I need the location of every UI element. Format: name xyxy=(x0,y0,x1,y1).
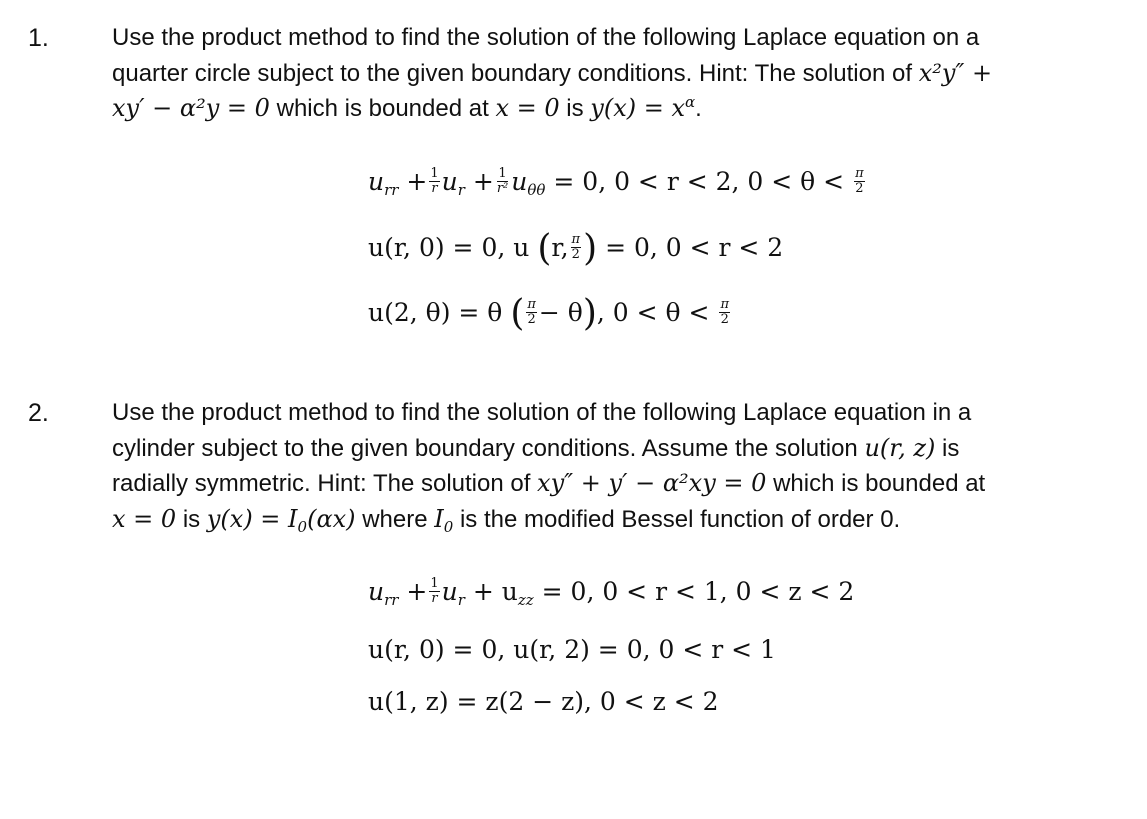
p2-is-2: is xyxy=(182,505,201,533)
p1-pde xyxy=(368,162,867,202)
p2-I0-base: I xyxy=(434,504,444,533)
p2-line-4 xyxy=(112,502,1112,538)
p1-bc2-pi: π xyxy=(527,297,536,312)
p1-pde-sub-thth: θθ xyxy=(527,181,546,199)
p1-hint-solution-exp: α xyxy=(685,93,696,111)
p1-line-2 xyxy=(112,56,1112,92)
problem-1-number: 1. xyxy=(28,24,49,52)
p2-line-3 xyxy=(112,466,1112,502)
p2-pde-rhs: = 0, 0 < r < 1, 0 < z < 2 xyxy=(541,577,855,606)
p2-pde-sub-r: r xyxy=(457,591,465,609)
p1-bc1-pi: π xyxy=(571,232,581,247)
p2-bound: x = 0 xyxy=(112,504,177,533)
p1-bc1-frac xyxy=(571,233,582,262)
p1-bc1-b: r, xyxy=(551,233,569,262)
p1-frac-1-den: r xyxy=(431,181,438,196)
p2-bc-1: u(r, 0) = 0, u(r, 2) = 0, 0 < r < 1 xyxy=(368,635,776,664)
p2-pde-frac xyxy=(429,577,439,606)
p2-is-1: is xyxy=(942,434,960,462)
p2-solution xyxy=(206,504,356,536)
p2-line-3-text: radially symmetric. Hint: The solution of xyxy=(112,470,531,497)
p1-hint-ode-a: x²y″ + xyxy=(918,58,993,87)
p1-pde-frac-1 xyxy=(429,167,439,196)
p2-ode: xy″ + y′ − α²xy = 0 xyxy=(537,469,767,497)
p1-hint-solution xyxy=(590,94,695,122)
problem-1-text xyxy=(112,21,1112,127)
p2-pde-plus-u: + u xyxy=(472,577,518,606)
p1-pde-sub-rr: rr xyxy=(384,181,399,199)
p2-pde-plus: + xyxy=(406,577,428,606)
problem-2-number: 2. xyxy=(28,399,49,427)
p1-hint-bound: x = 0 xyxy=(495,94,560,122)
p2-pde-sub-rr: rr xyxy=(384,591,399,609)
p2-I0-sub: 0 xyxy=(443,517,454,536)
p2-line-1: Use the product method to find the solution of the following Laplace equation in a xyxy=(112,399,972,426)
p1-bc-1: u(r, 0) = 0, u (r, $\frac{\pi}{2}$ ) = 0, 0 < r < 2 xyxy=(368,228,784,269)
p1-hint-ode-b: xy′ − α²y = 0 xyxy=(112,94,270,122)
p2-sol-b: (αx) xyxy=(307,504,356,533)
p2-I0 xyxy=(434,504,454,536)
p1-bc2-frac xyxy=(526,298,537,327)
p1-frac-1-num: 1 xyxy=(430,166,439,181)
p1-bc2-two: 2 xyxy=(527,312,536,327)
p1-pde-u2: u xyxy=(441,167,458,196)
p1-pde-u: u xyxy=(368,167,385,196)
p1-line-2-text: quarter circle subject to the given boundary conditions. Hint: The solution of xyxy=(112,59,913,87)
p1-frac-2-num: 1 xyxy=(498,166,507,181)
p1-frac-two: 2 xyxy=(855,181,864,196)
p1-bc2-frac-end xyxy=(719,298,730,327)
p1-line-3 xyxy=(112,91,1112,127)
p2-pde-u: u xyxy=(368,577,385,606)
p1-pde-u3: u xyxy=(511,167,528,196)
p1-pde-frac-pi2 xyxy=(854,167,865,196)
p2-sol-a: y(x) = I xyxy=(206,504,298,533)
p2-line-2-text: cylinder subject to the given boundary conditions. Assume the solution xyxy=(112,434,858,462)
p1-line-1: Use the product method to find the solution of the following Laplace equation on a xyxy=(112,24,980,51)
p2-frac-den: r xyxy=(431,591,438,606)
p1-bc2-pi-end: π xyxy=(720,297,729,312)
p2-where: where xyxy=(362,505,428,533)
p1-bc-2: u(2, θ) = θ ( $\frac{\pi}{2}$ − θ), 0 < θ < $\frac{\pi}{2}$ xyxy=(368,293,729,334)
p2-u-rz: u(r, z) xyxy=(864,433,936,462)
p1-pde-sub-r: r xyxy=(457,181,465,199)
p1-bc1-a: u(r, 0) = 0, u xyxy=(368,233,530,262)
p1-period: . xyxy=(695,95,702,122)
p2-sol-sub: 0 xyxy=(297,517,308,536)
p1-pde-frac-2 xyxy=(496,167,509,196)
p1-frac-2-den: r² xyxy=(496,181,509,196)
p2-frac-num: 1 xyxy=(430,576,439,591)
p1-bc2-two-end: 2 xyxy=(720,312,729,327)
p1-bc1-two: 2 xyxy=(571,247,580,262)
p1-bc1-c: = 0, 0 < r < 2 xyxy=(605,233,784,262)
p1-bc2-b: − θ xyxy=(538,298,583,327)
p1-bc2-c: , 0 < θ < xyxy=(596,298,710,327)
p1-pde-plus-2: + xyxy=(472,167,494,196)
p1-hint-solution-base: y(x) = x xyxy=(590,94,686,122)
p2-line-2 xyxy=(112,431,1112,467)
p2-pde xyxy=(368,572,854,612)
p2-bounded-text: which is bounded at xyxy=(773,470,986,497)
p1-pde-rhs: = 0, 0 < r < 2, 0 < θ < xyxy=(553,167,845,196)
p1-frac-pi: π xyxy=(855,166,864,181)
p2-pde-sub-zz: zz xyxy=(517,591,534,609)
p1-is-text: is xyxy=(566,95,584,122)
p1-bounded-text: which is bounded at xyxy=(276,95,489,122)
p1-pde-plus-1: + xyxy=(406,167,428,196)
p1-bc2-a: u(2, θ) = θ xyxy=(368,298,503,327)
p2-bc-2: u(1, z) = z(2 − z), 0 < z < 2 xyxy=(368,687,719,716)
p2-pde-u2: u xyxy=(441,577,458,606)
problem-2-text xyxy=(112,396,1112,537)
p2-line-4-end: is the modified Bessel function of order 0. xyxy=(459,505,901,533)
